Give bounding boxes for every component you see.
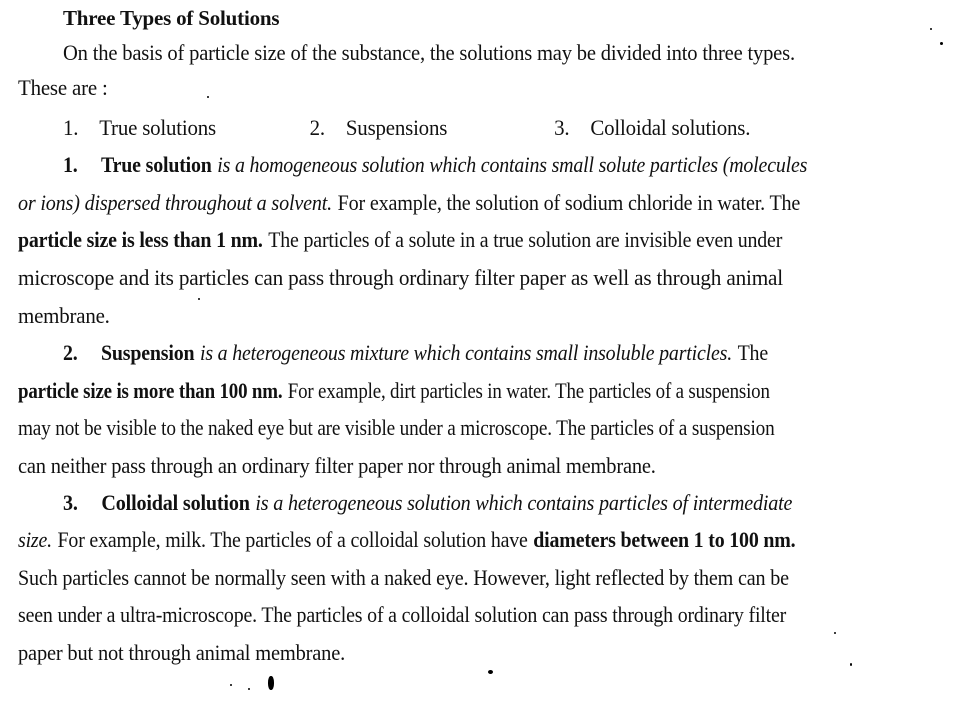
suspension-line-4: can neither pass through an ordinary filter paper nor through animal membrane. <box>18 453 656 478</box>
suspension-the: The <box>737 340 768 365</box>
types-list-number-3: 3. <box>554 115 570 140</box>
scan-speck <box>488 670 493 674</box>
true-solution-line-4: microscope and its particles can pass through ordinary filter paper as well as through animal <box>18 265 783 290</box>
suspension-definition: is a heterogeneous mixture which contains small insoluble particles. <box>199 340 732 365</box>
true-solution-definition-1: is a homogeneous solution which contains small solute particles (molecules <box>217 152 808 177</box>
true-solution-line-1 <box>63 152 807 178</box>
colloidal-line-1 <box>63 490 792 516</box>
true-solution-text-3: The particles of a solute in a true solution are invisible even under <box>268 227 783 252</box>
colloidal-line-5: paper but not through animal membrane. <box>18 640 346 665</box>
types-list-item-3 <box>554 115 750 140</box>
scan-speck <box>198 298 200 300</box>
colloidal-line-2 <box>18 527 795 553</box>
types-list-item-2 <box>310 115 447 140</box>
types-list-number-1: 1. <box>63 115 79 140</box>
scan-speck <box>248 688 250 690</box>
suspension-size: particle size is more than 100 nm. <box>18 378 283 403</box>
scan-speck <box>834 632 836 634</box>
types-list-label-3: Colloidal solutions. <box>590 115 751 140</box>
types-list-label-1: True solutions <box>99 115 216 140</box>
true-solution-line-3 <box>18 227 782 253</box>
suspension-text-2: For example, dirt particles in water. The particles of a suspension <box>287 378 770 403</box>
colloidal-number: 3. <box>63 490 78 515</box>
colloidal-line-3: Such particles cannot be normally seen with a naked eye. However, light reflected by them can be <box>18 565 789 590</box>
true-solution-line-2 <box>18 190 800 216</box>
intro-line-2: These are : <box>18 75 108 100</box>
scan-speck <box>850 663 852 666</box>
colloidal-definition-1: is a heterogeneous solution which contains particles of intermediate <box>255 490 793 515</box>
colloidal-text-2: For example, milk. The particles of a colloidal solution have <box>57 527 528 552</box>
true-solution-line-5: membrane. <box>18 303 110 328</box>
suspension-line-3: may not be visible to the naked eye but are visible under a microscope. The particles of a suspension <box>18 415 775 440</box>
colloidal-term: Colloidal solution <box>101 490 250 515</box>
types-list-item-1 <box>63 115 216 140</box>
true-solution-size: particle size is less than 1 nm. <box>18 227 263 252</box>
types-list <box>63 115 750 141</box>
colloidal-line-4: seen under a ultra-microscope. The particles of a colloidal solution can pass through ordinary filter <box>18 602 787 627</box>
suspension-line-1 <box>63 340 768 366</box>
colloidal-definition-2: size. <box>18 527 52 552</box>
suspension-term: Suspension <box>101 340 195 365</box>
document-title: Three Types of Solutions <box>63 6 280 30</box>
scan-speck <box>207 96 209 98</box>
intro-line-1: On the basis of particle size of the substance, the solutions may be divided into three types. <box>63 40 795 65</box>
true-solution-example: For example, the solution of sodium chloride in water. The <box>337 190 801 215</box>
scan-speck <box>930 28 932 30</box>
suspension-number: 2. <box>63 340 78 365</box>
colloidal-diameter: diameters between 1 to 100 nm. <box>533 527 796 552</box>
types-list-number-2: 2. <box>309 115 325 140</box>
suspension-line-2 <box>18 378 770 404</box>
true-solution-number: 1. <box>63 152 78 177</box>
true-solution-definition-2: or ions) dispersed throughout a solvent. <box>18 190 333 215</box>
types-list-label-2: Suspensions <box>345 115 448 140</box>
scan-speck <box>230 684 232 686</box>
scan-speck <box>268 676 274 690</box>
scan-speck <box>940 42 943 45</box>
true-solution-term: True solution <box>101 152 212 177</box>
